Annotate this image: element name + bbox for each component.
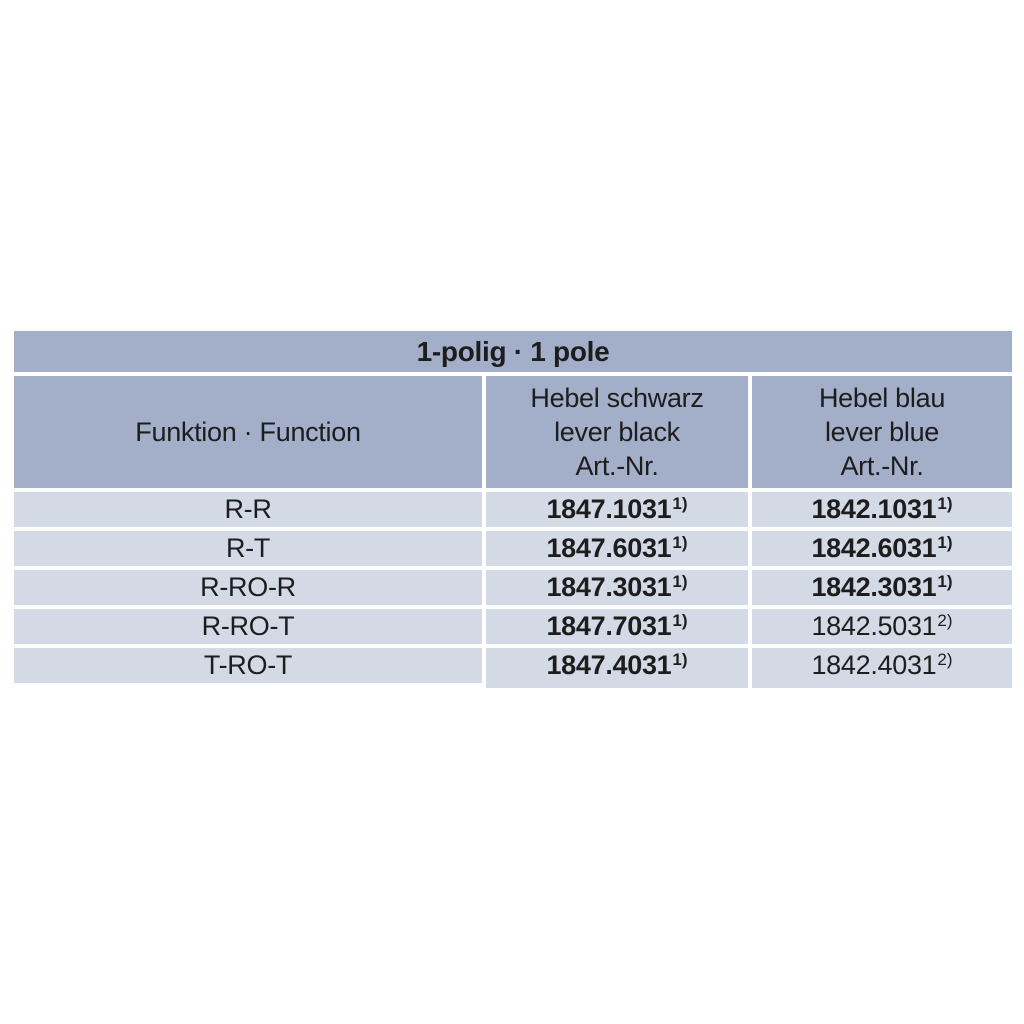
footnote-marker: 1) xyxy=(672,650,688,669)
function-cell: R-T xyxy=(14,531,482,566)
footnote-marker: 1) xyxy=(672,494,688,513)
footnote-marker: 1) xyxy=(937,533,953,552)
artnr-black-cell xyxy=(486,648,748,688)
artnr-value: 1847.6031 xyxy=(546,533,672,563)
footnote-marker: 1) xyxy=(937,494,953,513)
table-row xyxy=(14,648,1012,688)
artnr-blue-cell xyxy=(752,609,1012,644)
artnr-black-cell xyxy=(486,570,748,605)
footnote-marker: 1) xyxy=(672,611,688,630)
header-cell-lever-black xyxy=(486,376,748,488)
artnr-blue-cell xyxy=(752,531,1012,566)
banner-title: 1-polig · 1 pole xyxy=(416,335,610,367)
footnote-marker: 1) xyxy=(672,533,688,552)
artnr-blue-cell xyxy=(752,648,1012,688)
footnote-marker: 2) xyxy=(937,611,953,630)
function-cell: R-R xyxy=(14,492,482,527)
header-black-line2: lever black xyxy=(554,417,680,447)
artnr-black-cell xyxy=(486,492,748,527)
header-blue-line3: Art.-Nr. xyxy=(840,451,924,481)
footnote-marker: 1) xyxy=(672,572,688,591)
header-blue-line2: lever blue xyxy=(824,417,940,447)
header-function-label: Funktion · Function xyxy=(135,417,361,447)
header-black-line1: Hebel schwarz xyxy=(530,383,704,413)
footnote-marker: 1) xyxy=(937,572,953,591)
header-black-line3: Art.-Nr. xyxy=(575,451,659,481)
artnr-value: 1842.4031 xyxy=(811,650,937,680)
artnr-black-cell xyxy=(486,531,748,566)
table-row xyxy=(14,531,1012,566)
function-cell: R-RO-R xyxy=(14,570,482,605)
header-cell-lever-blue xyxy=(752,376,1012,488)
artnr-value: 1842.3031 xyxy=(811,572,937,602)
function-cell: R-RO-T xyxy=(14,609,482,644)
table-row xyxy=(14,492,1012,527)
header-blue-line1: Hebel blau xyxy=(818,383,946,413)
artnr-value: 1842.6031 xyxy=(811,533,937,563)
artnr-value: 1842.5031 xyxy=(811,611,937,641)
artnr-blue-cell xyxy=(752,492,1012,527)
table-row xyxy=(14,570,1012,605)
artnr-value: 1847.4031 xyxy=(546,650,672,680)
table-banner xyxy=(14,331,1012,372)
footnote-marker: 2) xyxy=(937,650,953,669)
artnr-value: 1847.7031 xyxy=(546,611,672,641)
table-row xyxy=(14,609,1012,644)
header-cell-function xyxy=(14,376,482,488)
artnr-blue-cell xyxy=(752,570,1012,605)
product-table xyxy=(14,331,1012,688)
artnr-black-cell xyxy=(486,609,748,644)
header-row xyxy=(14,376,1012,488)
function-cell: T-RO-T xyxy=(14,648,482,683)
artnr-value: 1847.3031 xyxy=(546,572,672,602)
artnr-value: 1847.1031 xyxy=(546,494,672,524)
artnr-value: 1842.1031 xyxy=(811,494,937,524)
